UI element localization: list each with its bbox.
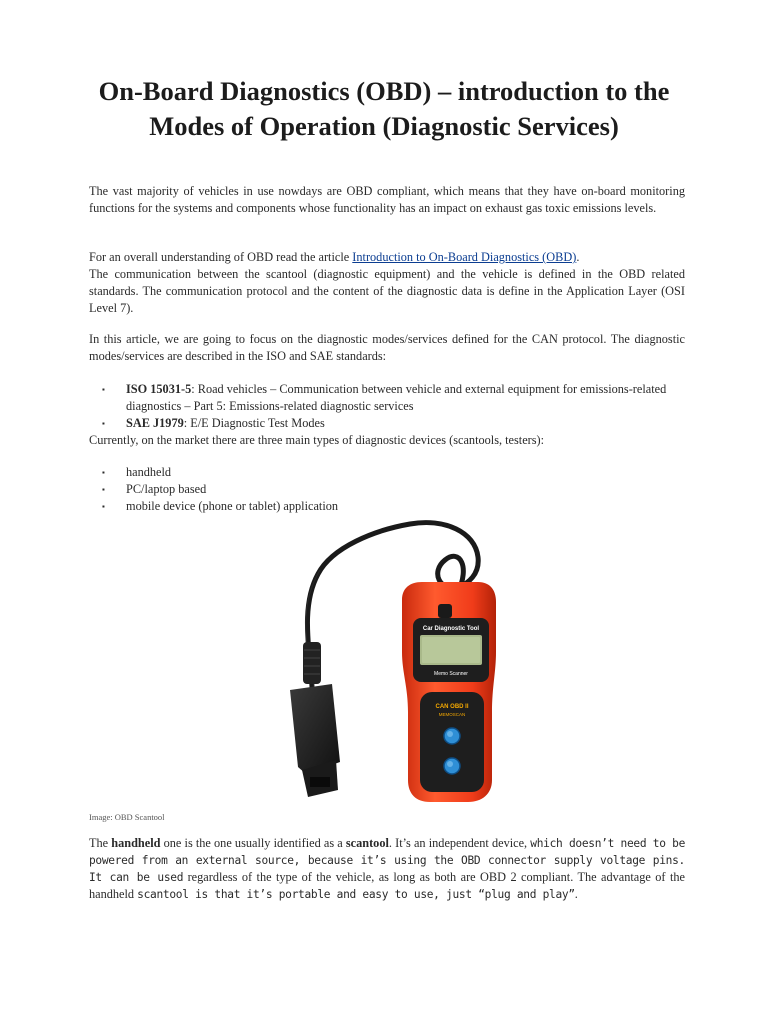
- device-badge: CAN OBD II: [435, 704, 469, 710]
- obd-scantool-image: [270, 512, 500, 802]
- overview-text-before: For an overall understanding of OBD read the article: [89, 250, 353, 264]
- handheld-text: scantool is that it’s portable and easy to use, just “plug and play”: [137, 888, 575, 901]
- screen-label: Car Diagnostic Tool: [422, 626, 480, 632]
- handheld-term: handheld: [111, 836, 161, 850]
- standard-description: : E/E Diagnostic Test Modes: [183, 416, 325, 430]
- handheld-text: regardless of the type of the vehicle, as long as both are OBD 2 compliant. The advantage of the handheld: [89, 870, 685, 901]
- overview-paragraph: [89, 249, 685, 317]
- handheld-text: one is the one usually identified as a: [160, 836, 346, 850]
- bullet-icon: ▪: [102, 485, 105, 494]
- standards-list: [102, 381, 685, 432]
- device-subtitle: Memo Scanner: [434, 671, 468, 677]
- standard-description: : Road vehicles – Communication between vehicle and external equipment for emissions-related diagnostics – Part 5: Emissions-related diagnostic services: [126, 382, 667, 413]
- focus-paragraph: In this article, we are going to focus on the diagnostic modes/services defined for the CAN protocol. The diagnostic modes/services are described in the ISO and SAE standards:: [89, 332, 685, 363]
- standard-code: SAE J1979: [126, 416, 184, 430]
- communication-text: The communication between the scantool (diagnostic equipment) and the vehicle is defined in the OBD related standards. The communication protocol and the content of the diagnostic data is define in the Application Layer (OSI Level 7).: [89, 267, 685, 315]
- handheld-text: .: [574, 887, 578, 901]
- scantool-term: scantool: [345, 836, 389, 850]
- handheld-paragraph: [89, 835, 685, 903]
- device-badge-sub: MEMOSCAN: [438, 712, 466, 717]
- device-types-list: [102, 464, 338, 515]
- standard-code: ISO 15031-5: [126, 382, 192, 396]
- page-title: On-Board Diagnostics (OBD) – introduction to the Modes of Operation (Diagnostic Services): [98, 76, 670, 141]
- obd-connector-icon: [290, 684, 340, 774]
- handheld-text: The: [89, 836, 112, 850]
- device-types-paragraph: Currently, on the market there are three main types of diagnostic devices (scantools, testers):: [89, 433, 545, 447]
- bullet-icon: ▪: [102, 419, 105, 428]
- bullet-icon: ▪: [102, 502, 105, 511]
- overview-text-after: .: [576, 250, 580, 264]
- intro-paragraph: The vast majority of vehicles in use nowdays are OBD compliant, which means that they have on-board monitoring functions for the systems and components whose functionality has an impact on exhaust gas toxic emissions levels.: [89, 184, 685, 215]
- device-type-label: PC/laptop based: [126, 482, 207, 496]
- list-item: [102, 415, 685, 432]
- device-type-label: handheld: [126, 465, 172, 479]
- device-type-label: mobile device (phone or tablet) application: [126, 499, 339, 513]
- strain-relief-icon: [303, 642, 321, 684]
- list-item: [102, 481, 338, 498]
- list-item: [102, 381, 685, 415]
- bullet-icon: ▪: [102, 385, 105, 394]
- handheld-text: which doesn’t need to be powered from an external source, because it’s using the OBD connector supply voltage pins. It can be used: [89, 837, 686, 884]
- obd-introduction-link[interactable]: Introduction to On-Board Diagnostics (OBD): [352, 250, 577, 264]
- bullet-icon: ▪: [102, 468, 105, 477]
- list-item: [102, 464, 338, 481]
- image-caption: Image: OBD Scantool: [89, 812, 165, 822]
- handheld-text: . It’s an independent device,: [388, 836, 531, 850]
